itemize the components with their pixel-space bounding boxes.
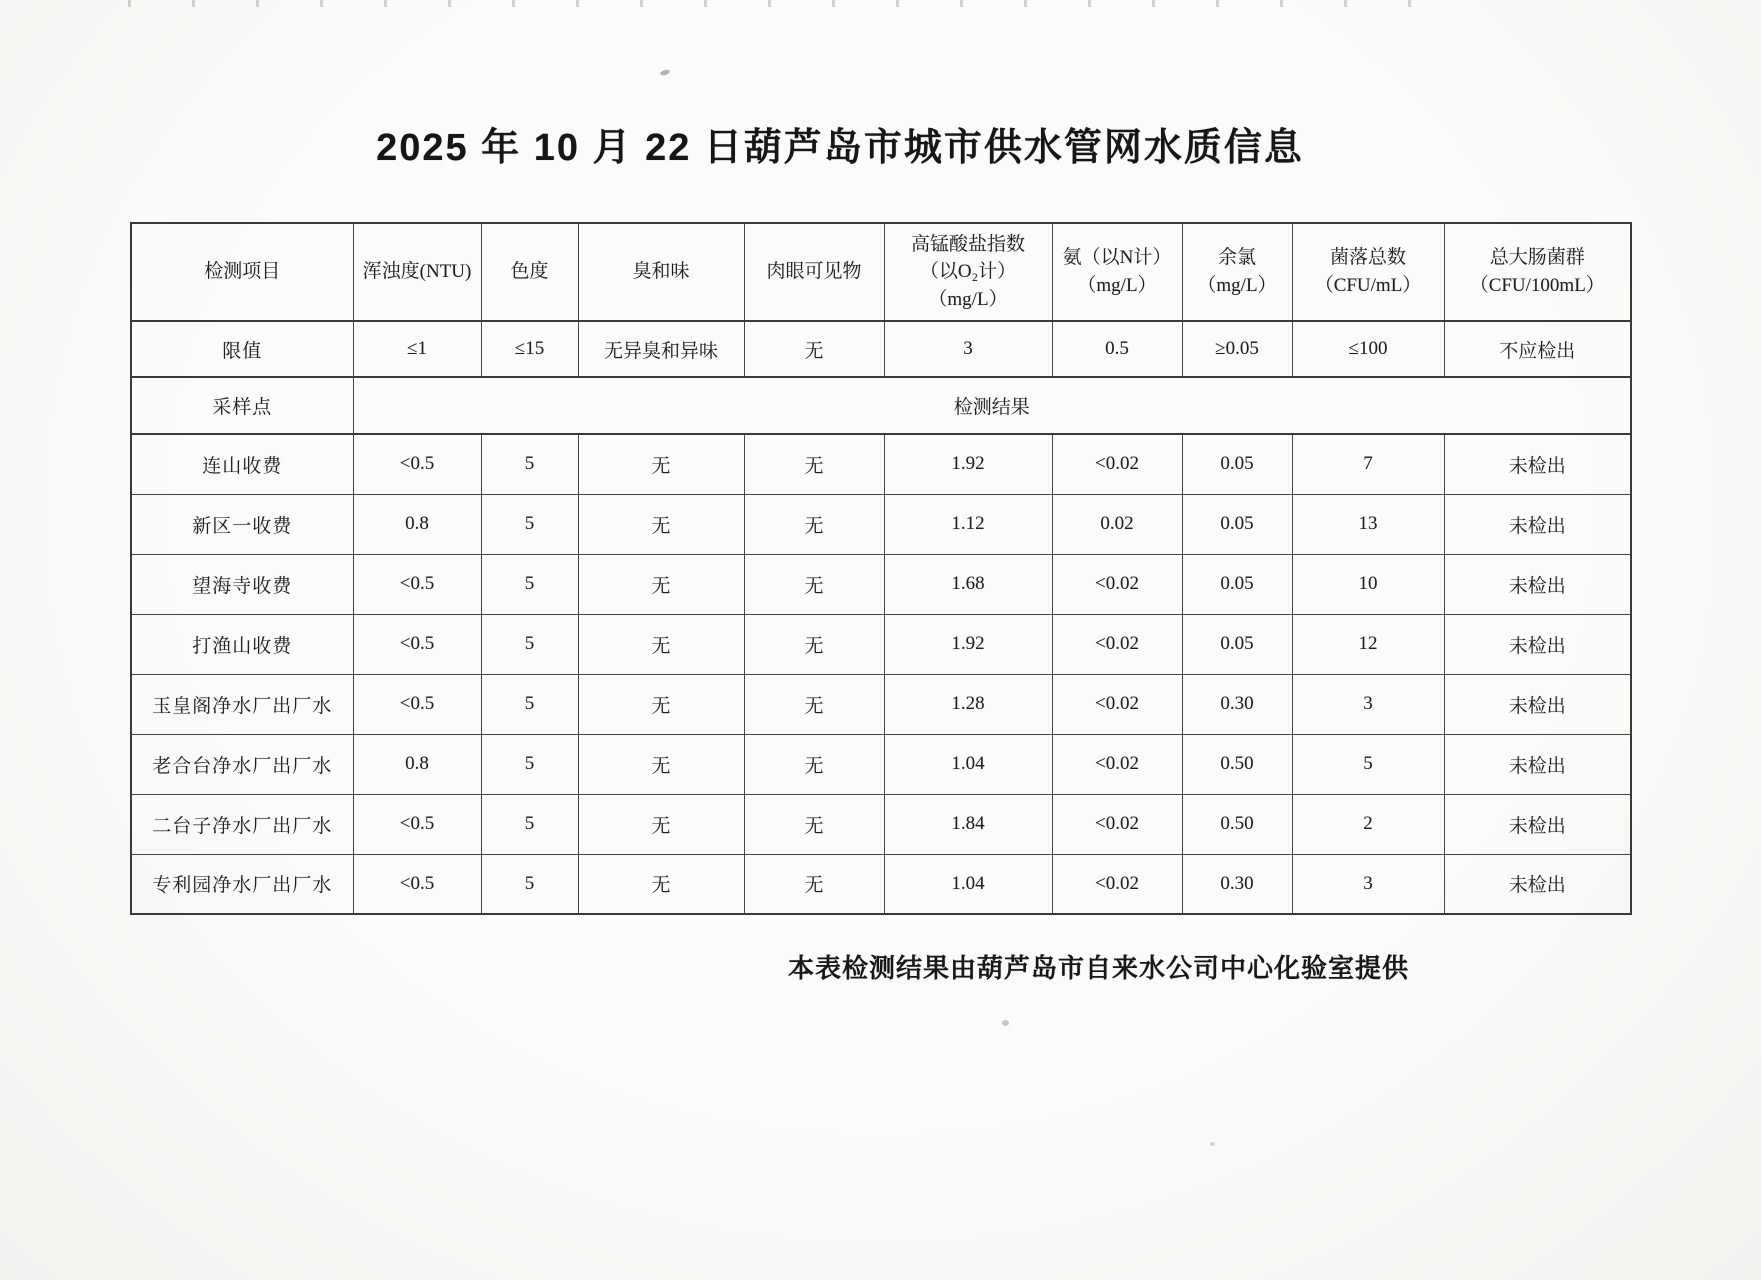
header-line: （mg/L） xyxy=(928,288,1008,310)
header-col-ammonia xyxy=(1052,223,1182,321)
row-label: 玉皇阁净水厂出厂水 xyxy=(131,674,353,734)
cell-value: 无 xyxy=(744,614,884,674)
cell-value: 0.8 xyxy=(353,494,481,554)
cell-value: 无 xyxy=(744,734,884,794)
cell-value: 3 xyxy=(884,321,1052,377)
scan-edge-artifact xyxy=(128,0,1443,7)
row-laohetai-plant xyxy=(131,734,1631,794)
limit-row xyxy=(131,321,1631,377)
row-zhuanliyuan-plant xyxy=(131,854,1631,914)
footer-note: 本表检测结果由葫芦岛市自来水公司中心化验室提供 xyxy=(788,953,1410,983)
scan-speck xyxy=(659,69,670,77)
cell-value: 7 xyxy=(1292,434,1444,494)
row-dayushan-toll xyxy=(131,614,1631,674)
row-label: 采样点 xyxy=(131,377,353,434)
header-col-chroma xyxy=(481,223,578,321)
cell-value: 1.04 xyxy=(884,854,1052,914)
cell-value: 3 xyxy=(1292,854,1444,914)
cell-value: 2 xyxy=(1292,794,1444,854)
header-line: 总大肠菌群 xyxy=(1489,247,1585,269)
scan-speck xyxy=(1002,1020,1009,1026)
water-quality-table xyxy=(130,222,1632,915)
cell-value: 1.84 xyxy=(884,794,1052,854)
header-line: 浑浊度(NTU) xyxy=(362,261,472,283)
cell-value: <0.02 xyxy=(1052,554,1182,614)
header-line: 氨（以N计） xyxy=(1062,247,1172,269)
cell-value: 0.8 xyxy=(353,734,481,794)
cell-value: 无异臭和异味 xyxy=(578,321,744,377)
cell-value: <0.02 xyxy=(1052,734,1182,794)
header-col-odor xyxy=(578,223,744,321)
cell-value: 未检出 xyxy=(1444,494,1631,554)
header-line: 余氯 xyxy=(1217,247,1256,269)
cell-value: <0.5 xyxy=(353,854,481,914)
scan-speck xyxy=(1210,1142,1215,1146)
header-line: 高锰酸盐指数 xyxy=(910,233,1025,255)
cell-value: 5 xyxy=(481,494,578,554)
header-line: （CFU/100mL） xyxy=(1469,275,1605,296)
cell-value: 无 xyxy=(578,434,744,494)
row-label: 老合台净水厂出厂水 xyxy=(131,734,353,794)
cell-value: 1.28 xyxy=(884,674,1052,734)
cell-value: 3 xyxy=(1292,674,1444,734)
header-line: 菌落总数 xyxy=(1329,247,1406,269)
cell-value: 无 xyxy=(744,674,884,734)
cell-value: 5 xyxy=(481,674,578,734)
cell-value: 5 xyxy=(481,854,578,914)
header-col-item: 检测项目 xyxy=(131,223,353,321)
header-col-codmn xyxy=(884,223,1052,321)
cell-value: 1.04 xyxy=(884,734,1052,794)
cell-value: 1.12 xyxy=(884,494,1052,554)
cell-value: 13 xyxy=(1292,494,1444,554)
table-header-row xyxy=(131,223,1631,321)
row-label: 新区一收费 xyxy=(131,494,353,554)
header-line: （以O₂计） xyxy=(919,261,1017,283)
cell-value: 5 xyxy=(481,794,578,854)
row-ertaizi-plant xyxy=(131,794,1631,854)
cell-value: 未检出 xyxy=(1444,674,1631,734)
header-line: 肉眼可见物 xyxy=(766,261,862,283)
cell-value: <0.02 xyxy=(1052,434,1182,494)
cell-value: 0.5 xyxy=(1052,321,1182,377)
cell-value: <0.5 xyxy=(353,674,481,734)
row-label: 二台子净水厂出厂水 xyxy=(131,794,353,854)
cell-value: 无 xyxy=(744,321,884,377)
header-line: （CFU/mL） xyxy=(1314,275,1422,296)
cell-value: 0.30 xyxy=(1182,854,1292,914)
cell-value: ≤1 xyxy=(353,321,481,377)
header-line: （mg/L） xyxy=(1197,275,1277,296)
row-label: 打渔山收费 xyxy=(131,614,353,674)
header-col-coliform xyxy=(1444,223,1631,321)
cell-value: <0.02 xyxy=(1052,614,1182,674)
cell-value: 未检出 xyxy=(1444,794,1631,854)
cell-value: 0.50 xyxy=(1182,734,1292,794)
cell-value: 未检出 xyxy=(1444,434,1631,494)
cell-value: 无 xyxy=(578,734,744,794)
cell-value: 5 xyxy=(1292,734,1444,794)
cell-value: 0.05 xyxy=(1182,614,1292,674)
cell-value: 5 xyxy=(481,614,578,674)
row-label: 连山收费 xyxy=(131,434,353,494)
cell-value: 未检出 xyxy=(1444,554,1631,614)
row-label: 望海寺收费 xyxy=(131,554,353,614)
cell-value: <0.02 xyxy=(1052,794,1182,854)
header-line: （mg/L） xyxy=(1077,275,1157,296)
cell-value: 无 xyxy=(744,854,884,914)
sample-point-row xyxy=(131,377,1631,434)
cell-value: 1.92 xyxy=(884,614,1052,674)
cell-value: 无 xyxy=(744,554,884,614)
cell-value: 0.02 xyxy=(1052,494,1182,554)
cell-value: 无 xyxy=(578,794,744,854)
row-yuhuangge-plant xyxy=(131,674,1631,734)
cell-value: 不应检出 xyxy=(1444,321,1631,377)
cell-value: <0.5 xyxy=(353,554,481,614)
cell-value: 无 xyxy=(578,614,744,674)
cell-value: 0.05 xyxy=(1182,494,1292,554)
cell-value: 无 xyxy=(578,494,744,554)
cell-value: 12 xyxy=(1292,614,1444,674)
header-col-residual-chlorine xyxy=(1182,223,1292,321)
cell-value: 无 xyxy=(578,554,744,614)
cell-value: <0.02 xyxy=(1052,674,1182,734)
cell-value: 5 xyxy=(481,434,578,494)
cell-value: 无 xyxy=(578,854,744,914)
header-line: 色度 xyxy=(510,261,549,283)
row-label: 限值 xyxy=(131,321,353,377)
cell-value: 无 xyxy=(578,674,744,734)
cell-value: <0.5 xyxy=(353,794,481,854)
cell-value: 1.68 xyxy=(884,554,1052,614)
cell-value: 未检出 xyxy=(1444,734,1631,794)
cell-value: ≥0.05 xyxy=(1182,321,1292,377)
cell-value: 未检出 xyxy=(1444,854,1631,914)
row-lianshan-toll xyxy=(131,434,1631,494)
page-title: 2025 年 10 月 22 日葫芦岛市城市供水管网水质信息 xyxy=(376,127,1304,169)
cell-value: 5 xyxy=(481,734,578,794)
cell-value: 无 xyxy=(744,434,884,494)
cell-value: <0.02 xyxy=(1052,854,1182,914)
cell-value: <0.5 xyxy=(353,434,481,494)
header-col-turbidity xyxy=(353,223,481,321)
cell-value: 0.05 xyxy=(1182,434,1292,494)
cell-value: ≤100 xyxy=(1292,321,1444,377)
cell-value: 5 xyxy=(481,554,578,614)
cell-value: 10 xyxy=(1292,554,1444,614)
cell-value: 0.30 xyxy=(1182,674,1292,734)
cell-value: 1.92 xyxy=(884,434,1052,494)
cell-value: 无 xyxy=(744,494,884,554)
cell-value: 未检出 xyxy=(1444,614,1631,674)
row-wanghaisi-toll xyxy=(131,554,1631,614)
cell-value: 无 xyxy=(744,794,884,854)
header-col-visible-matter xyxy=(744,223,884,321)
cell-value: 0.50 xyxy=(1182,794,1292,854)
row-label: 专利园净水厂出厂水 xyxy=(131,854,353,914)
cell-value: <0.5 xyxy=(353,614,481,674)
header-line: 臭和味 xyxy=(632,261,690,283)
row-xinqu1-toll xyxy=(131,494,1631,554)
header-col-colony-count xyxy=(1292,223,1444,321)
merged-results-cell: 检测结果 xyxy=(353,377,1631,434)
cell-value: ≤15 xyxy=(481,321,578,377)
cell-value: 0.05 xyxy=(1182,554,1292,614)
